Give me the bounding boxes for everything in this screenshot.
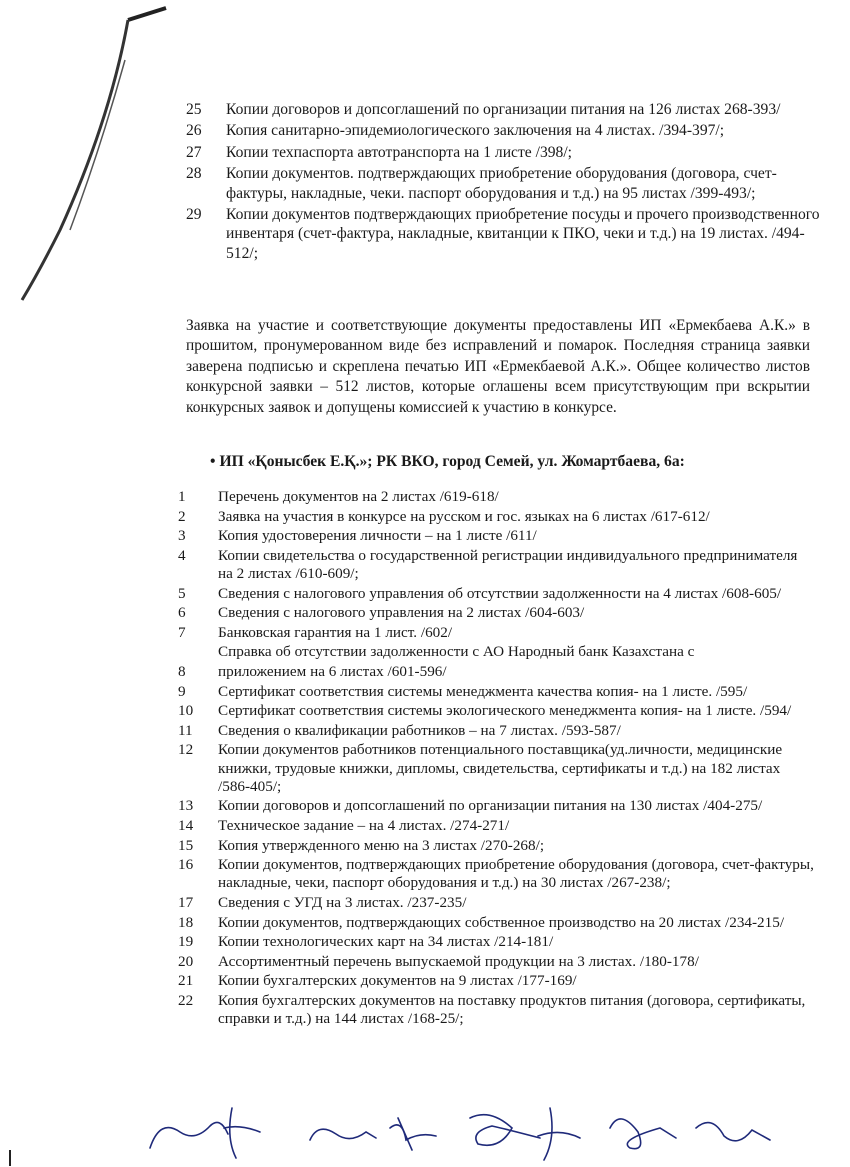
item-number: 20	[178, 952, 194, 970]
list-item	[180, 143, 820, 162]
item-text: Копии документов, подтверждающих приобретение оборудования (договора, счет-фактуры, накладные, чеки, паспорт оборудования и т.д.) на 30 листах /267-238/;	[218, 856, 814, 892]
item-text: Техническое задание – на 4 листах. /274-271/	[218, 816, 510, 834]
item-text: Копии документов подтверждающих приобретение посуды и прочего производственного инвентаря (счет-фактура, накладные, квитанции к ПКО, чеки и т.д.) на 19 листах. /494-512/;	[226, 206, 820, 262]
list-item	[176, 604, 816, 622]
item-number: 16	[178, 856, 194, 874]
list-item	[176, 663, 816, 681]
item-number: 7	[178, 623, 186, 641]
bidder-document-list	[176, 488, 816, 1031]
list-item	[176, 585, 816, 603]
item-text: Копии договоров и допсоглашений по организации питания на 130 листах /404-275/	[218, 797, 763, 815]
list-item	[176, 837, 816, 855]
list-item	[180, 164, 820, 203]
item-number: 27	[186, 143, 202, 161]
item-number: 14	[178, 816, 194, 834]
list-item	[180, 100, 820, 119]
top-document-list	[180, 100, 820, 265]
heading-text: ИП «Қоныcбек Е.Қ.»; РК ВКО, город Семей, ул. Жомартбаева, 6а:	[219, 453, 685, 470]
item-number: 17	[178, 893, 194, 911]
item-number: 5	[178, 584, 186, 602]
item-number: 25	[186, 101, 202, 118]
paragraph-text: Заявка на участие и соответствующие документы предоставлены ИП «Ермекбаева А.К.» в прошитом, пронумерованном виде без исправлений и помарок. Последняя страница заявки заверена подписью и скреплена печатью ИП «Ермекбаевой А.К.». Общее количество листов конкурсной заявки – 512 листов, которые оглашены всем присутствующим при вскрытии конкурсных заявок и допущены комиссией к участию в конкурсе.	[186, 317, 810, 416]
item-text: Копии документов, подтверждающих собственное производство на 20 листах /234-215/	[218, 913, 785, 931]
scan-fold-mark	[0, 0, 180, 330]
item-text: Копии документов работников потенциального поставщика(уд.личности, медицинские книжки, трудовые книжки, дипломы, свидетельства, сертификаты и т.д.) на 182 листах /586-405/;	[218, 741, 783, 795]
list-item	[176, 741, 816, 796]
item-number: 9	[178, 682, 186, 700]
list-item	[176, 817, 816, 835]
item-text: Копии бухгалтерских документов на 9 листах /177-169/	[218, 972, 577, 990]
list-item	[176, 992, 816, 1028]
item-number: 11	[178, 721, 193, 739]
item-text: Перечень документов на 2 листах /619-618/	[218, 488, 499, 505]
item-number: 13	[178, 797, 194, 815]
list-item	[180, 205, 820, 263]
item-text: Копии документов. подтверждающих приобретение оборудования (договора, счет-фактуры, накладные, чеки. паспорт оборудования и т.д.) на 95 листах /399-493/;	[226, 165, 777, 202]
list-item	[180, 121, 820, 140]
list-item	[176, 643, 816, 661]
item-number: 12	[178, 741, 194, 759]
list-item	[176, 856, 816, 892]
list-item	[176, 527, 816, 545]
scan-margin-mark	[9, 1150, 11, 1166]
item-text: приложением на 6 листах /601-596/	[218, 662, 447, 680]
item-text: Копии свидетельства о государственной регистрации индивидуального предпринимателя на 2 листах /610-609/;	[218, 546, 798, 582]
item-number: 1	[178, 488, 186, 505]
list-item	[176, 894, 816, 912]
item-text: Копия удостоверения личности – на 1 листе /611/	[218, 527, 537, 545]
item-text: Копия санитарно-эпидемиологического заключения на 4 листах. /394-397/;	[226, 122, 725, 140]
item-number: 29	[186, 206, 202, 224]
list-item	[176, 914, 816, 932]
list-item	[176, 953, 816, 971]
bidder-heading	[210, 452, 810, 472]
item-text: Справка об отсутствии задолженности с АО Народный банк Казахстана с	[218, 643, 695, 661]
item-text: Копии договоров и допсоглашений по организации питания на 126 листах 268-393/	[226, 101, 781, 118]
list-item	[176, 972, 816, 990]
list-item	[176, 933, 816, 951]
item-number: 4	[178, 546, 186, 564]
item-text: Сертификат соответствия системы экологического менеджмента копия- на 1 листе. /594/	[218, 702, 792, 720]
signatures	[140, 1088, 780, 1167]
item-text: Копия утвержденного меню на 3 листах /270-268/;	[218, 836, 545, 854]
list-item	[176, 702, 816, 720]
list-item	[176, 722, 816, 740]
item-number: 28	[186, 165, 202, 183]
list-item	[176, 624, 816, 642]
list-item	[176, 508, 816, 526]
item-text: Ассортиментный перечень выпускаемой продукции на 3 листах. /180-178/	[218, 952, 699, 970]
list-item	[176, 488, 816, 506]
item-text: Сертификат соответствия системы менеджмента качества копия- на 1 листе. /595/	[218, 682, 748, 700]
item-number: 2	[178, 507, 186, 525]
item-number: 26	[186, 122, 202, 140]
item-number: 18	[178, 913, 194, 931]
item-text: Заявка на участия в конкурсе на русском и гос. языках на 6 листах /617-612/	[218, 507, 710, 525]
item-number: 21	[178, 972, 194, 990]
application-summary-paragraph	[186, 316, 810, 418]
item-number: 3	[178, 527, 186, 545]
list-item	[176, 547, 816, 583]
item-number: 10	[178, 702, 194, 720]
item-text: Сведения с УГД на 3 листах. /237-235/	[218, 893, 467, 911]
item-text: Копии техпаспорта автотранспорта на 1 листе /398/;	[226, 143, 573, 161]
item-text: Сведения о квалификации работников – на 7 листах. /593-587/	[218, 721, 621, 739]
item-number: 22	[178, 991, 194, 1009]
item-text: Сведения с налогового управления на 2 листах /604-603/	[218, 604, 585, 622]
list-item	[176, 683, 816, 701]
item-text: Банковская гарантия на 1 лист. /602/	[218, 623, 453, 641]
bullet-icon: •	[210, 453, 216, 470]
item-text: Сведения с налогового управления об отсутствии задолженности на 4 листах /608-605/	[218, 584, 782, 602]
item-number: 6	[178, 604, 186, 622]
item-number: 15	[178, 836, 194, 854]
item-text: Копии технологических карт на 34 листах /214-181/	[218, 933, 554, 951]
item-number	[176, 643, 218, 661]
item-number: 19	[178, 933, 194, 951]
item-number: 8	[178, 662, 186, 680]
list-item	[176, 797, 816, 815]
item-text: Копия бухгалтерских документов на поставку продуктов питания (договора, сертификаты, справки и т.д.) на 144 листах /168-25/;	[218, 991, 806, 1028]
